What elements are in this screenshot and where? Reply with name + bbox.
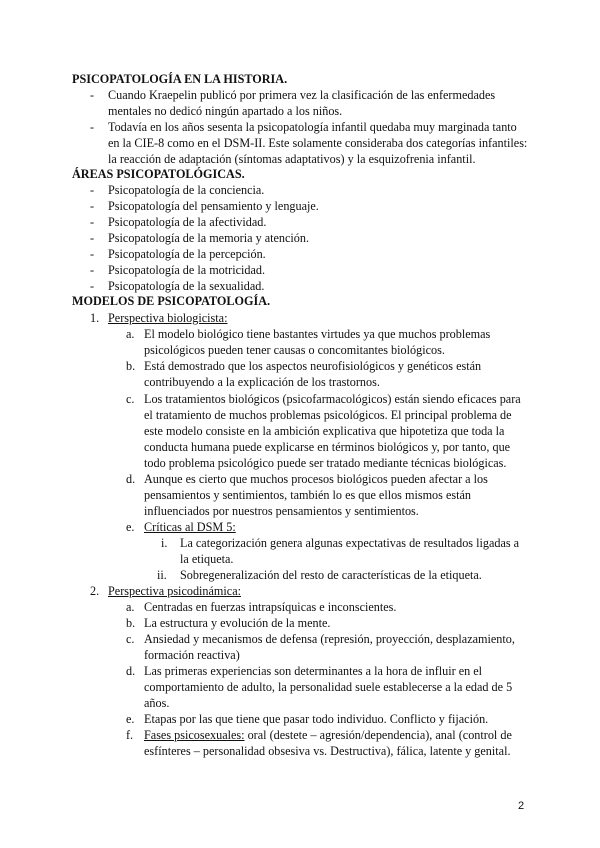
model-2-c-line: Ansiedad y mecanismos de defensa (represión, proyección, desplazamiento, (144, 632, 515, 646)
list-letter: c. (126, 632, 135, 646)
area-item: Psicopatología de la memoria y atención. (108, 231, 310, 245)
model-1-title: Perspectiva biologicista: (108, 311, 228, 325)
page-number: 2 (518, 800, 525, 812)
list-number: 1. (90, 311, 100, 325)
model-2-c-line: formación reactiva) (144, 648, 240, 662)
bullet-dash: - (90, 279, 95, 293)
bullet-dash: - (90, 120, 95, 134)
model-2-d-line: años. (144, 696, 170, 710)
dsm-critique-line: la etiqueta. (180, 552, 234, 566)
list-roman: ii. (157, 568, 167, 582)
model-2-e-line: Etapas por las que tiene que pasar todo individuo. Conflicto y fijación. (144, 712, 489, 726)
bullet-dash: - (90, 215, 95, 229)
model-2-d-line: comportamiento de adulto, la personalidad suele establecerse a la edad de 5 (144, 680, 513, 694)
history-item-1-line-2: mentales no dedicó ningún apartado a los niños. (108, 104, 343, 118)
dsm-critique-line: Sobregeneralización del resto de características de la etiqueta. (180, 568, 482, 582)
bullet-dash: - (90, 247, 95, 261)
bullet-dash: - (90, 183, 95, 197)
list-letter: d. (126, 664, 136, 678)
list-letter: c. (126, 392, 135, 406)
list-letter: b. (126, 616, 136, 630)
model-2-f-line (144, 728, 512, 743)
model-2-a-line: Centradas en fuerzas intrapsíquicas e inconscientes. (144, 600, 397, 614)
model-1-c-line: todo problema psicológico puede ser tratado mediante técnicas biológicas. (144, 456, 507, 470)
model-1-b-line: contribuyendo a la explicación de los trastornos. (144, 375, 380, 389)
model-2-f-line: esfínteres – personalidad obsesiva vs. Destructiva), fálica, latente y genital. (144, 744, 511, 758)
bullet-dash: - (90, 263, 95, 277)
area-item: Psicopatología del pensamiento y lenguaje. (108, 199, 319, 213)
list-letter: b. (126, 359, 136, 373)
dsm-critique-line: La categorización genera algunas expectativas de resultados ligadas a (180, 536, 520, 550)
heading-history: PSICOPATOLOGÍA EN LA HISTORIA. (72, 72, 288, 86)
model-1-b-line: Está demostrado que los aspectos neurofisiológicos y genéticos están (144, 359, 482, 373)
model-1-c-line: conducta humana puede explicarse en términos biológicos y, por tanto, que (144, 440, 511, 454)
list-letter: e. (126, 520, 135, 534)
history-item-2-line-1: Todavía en los años sesenta la psicopatología infantil quedaba muy marginada tanto (108, 120, 517, 134)
list-letter: d. (126, 472, 136, 486)
heading-models: MODELOS DE PSICOPATOLOGÍA. (72, 294, 271, 308)
list-letter: a. (126, 327, 135, 341)
model-1-d-line: Aunque es cierto que muchos procesos biológicos pueden afectar a los (144, 472, 488, 486)
model-1-c-line: Los tratamientos biológicos (psicofarmacológicos) están siendo eficaces para (144, 392, 521, 406)
bullet-dash: - (90, 199, 95, 213)
heading-areas: ÁREAS PSICOPATOLÓGICAS. (72, 167, 245, 181)
model-1-c-line: este modelo consiste en la ambición explicativa que hipotetiza que toda la (144, 424, 505, 438)
area-item: Psicopatología de la percepción. (108, 247, 266, 261)
model-1-a-line: El modelo biológico tiene bastantes virtudes ya que muchos problemas (144, 327, 491, 341)
model-1-d-line: influenciados por nuestros pensamientos y sentimientos. (144, 504, 419, 518)
list-number: 2. (90, 584, 100, 598)
model-1-d-line: pensamientos y sentimientos, también lo es que ellos mismos están (144, 488, 471, 502)
bullet-dash: - (90, 231, 95, 245)
history-item-1-line-1: Cuando Kraepelin publicó por primera vez la clasificación de las enfermedades (108, 88, 496, 102)
model-1-c-line: el tratamiento de muchos problemas psicológicos. El principal problema de (144, 408, 512, 422)
list-letter: a. (126, 600, 135, 614)
model-2-title: Perspectiva psicodinámica: (108, 584, 242, 598)
list-letter: e. (126, 712, 135, 726)
model-2-d-line: Las primeras experiencias son determinantes a la hora de influir en el (144, 664, 483, 678)
area-item: Psicopatología de la sexualidad. (108, 279, 265, 293)
list-letter: f. (126, 728, 134, 742)
area-item: Psicopatología de la motricidad. (108, 263, 266, 277)
model-1-a-line: psicológicos pueden tener causas o concomitantes biológicos. (144, 343, 445, 357)
bullet-dash: - (90, 88, 95, 102)
psychosexual-phases-text: oral (destete – agresión/dependencia), anal (control de (244, 728, 512, 742)
psychosexual-phases-label: Fases psicosexuales: (144, 728, 245, 742)
list-roman: i. (161, 536, 168, 550)
history-item-2-line-3: la reacción de adaptación (síntomas adaptativos) y la esquizofrenia infantil. (108, 152, 476, 166)
history-item-2-line-2: en la CIE-8 como en el DSM-II. Este solamente consideraba dos categorías infantiles: (108, 136, 528, 150)
model-2-b-line: La estructura y evolución de la mente. (144, 616, 331, 630)
area-item: Psicopatología de la conciencia. (108, 183, 265, 197)
model-1-e-title: Críticas al DSM 5: (144, 520, 236, 534)
area-item: Psicopatología de la afectividad. (108, 215, 267, 229)
